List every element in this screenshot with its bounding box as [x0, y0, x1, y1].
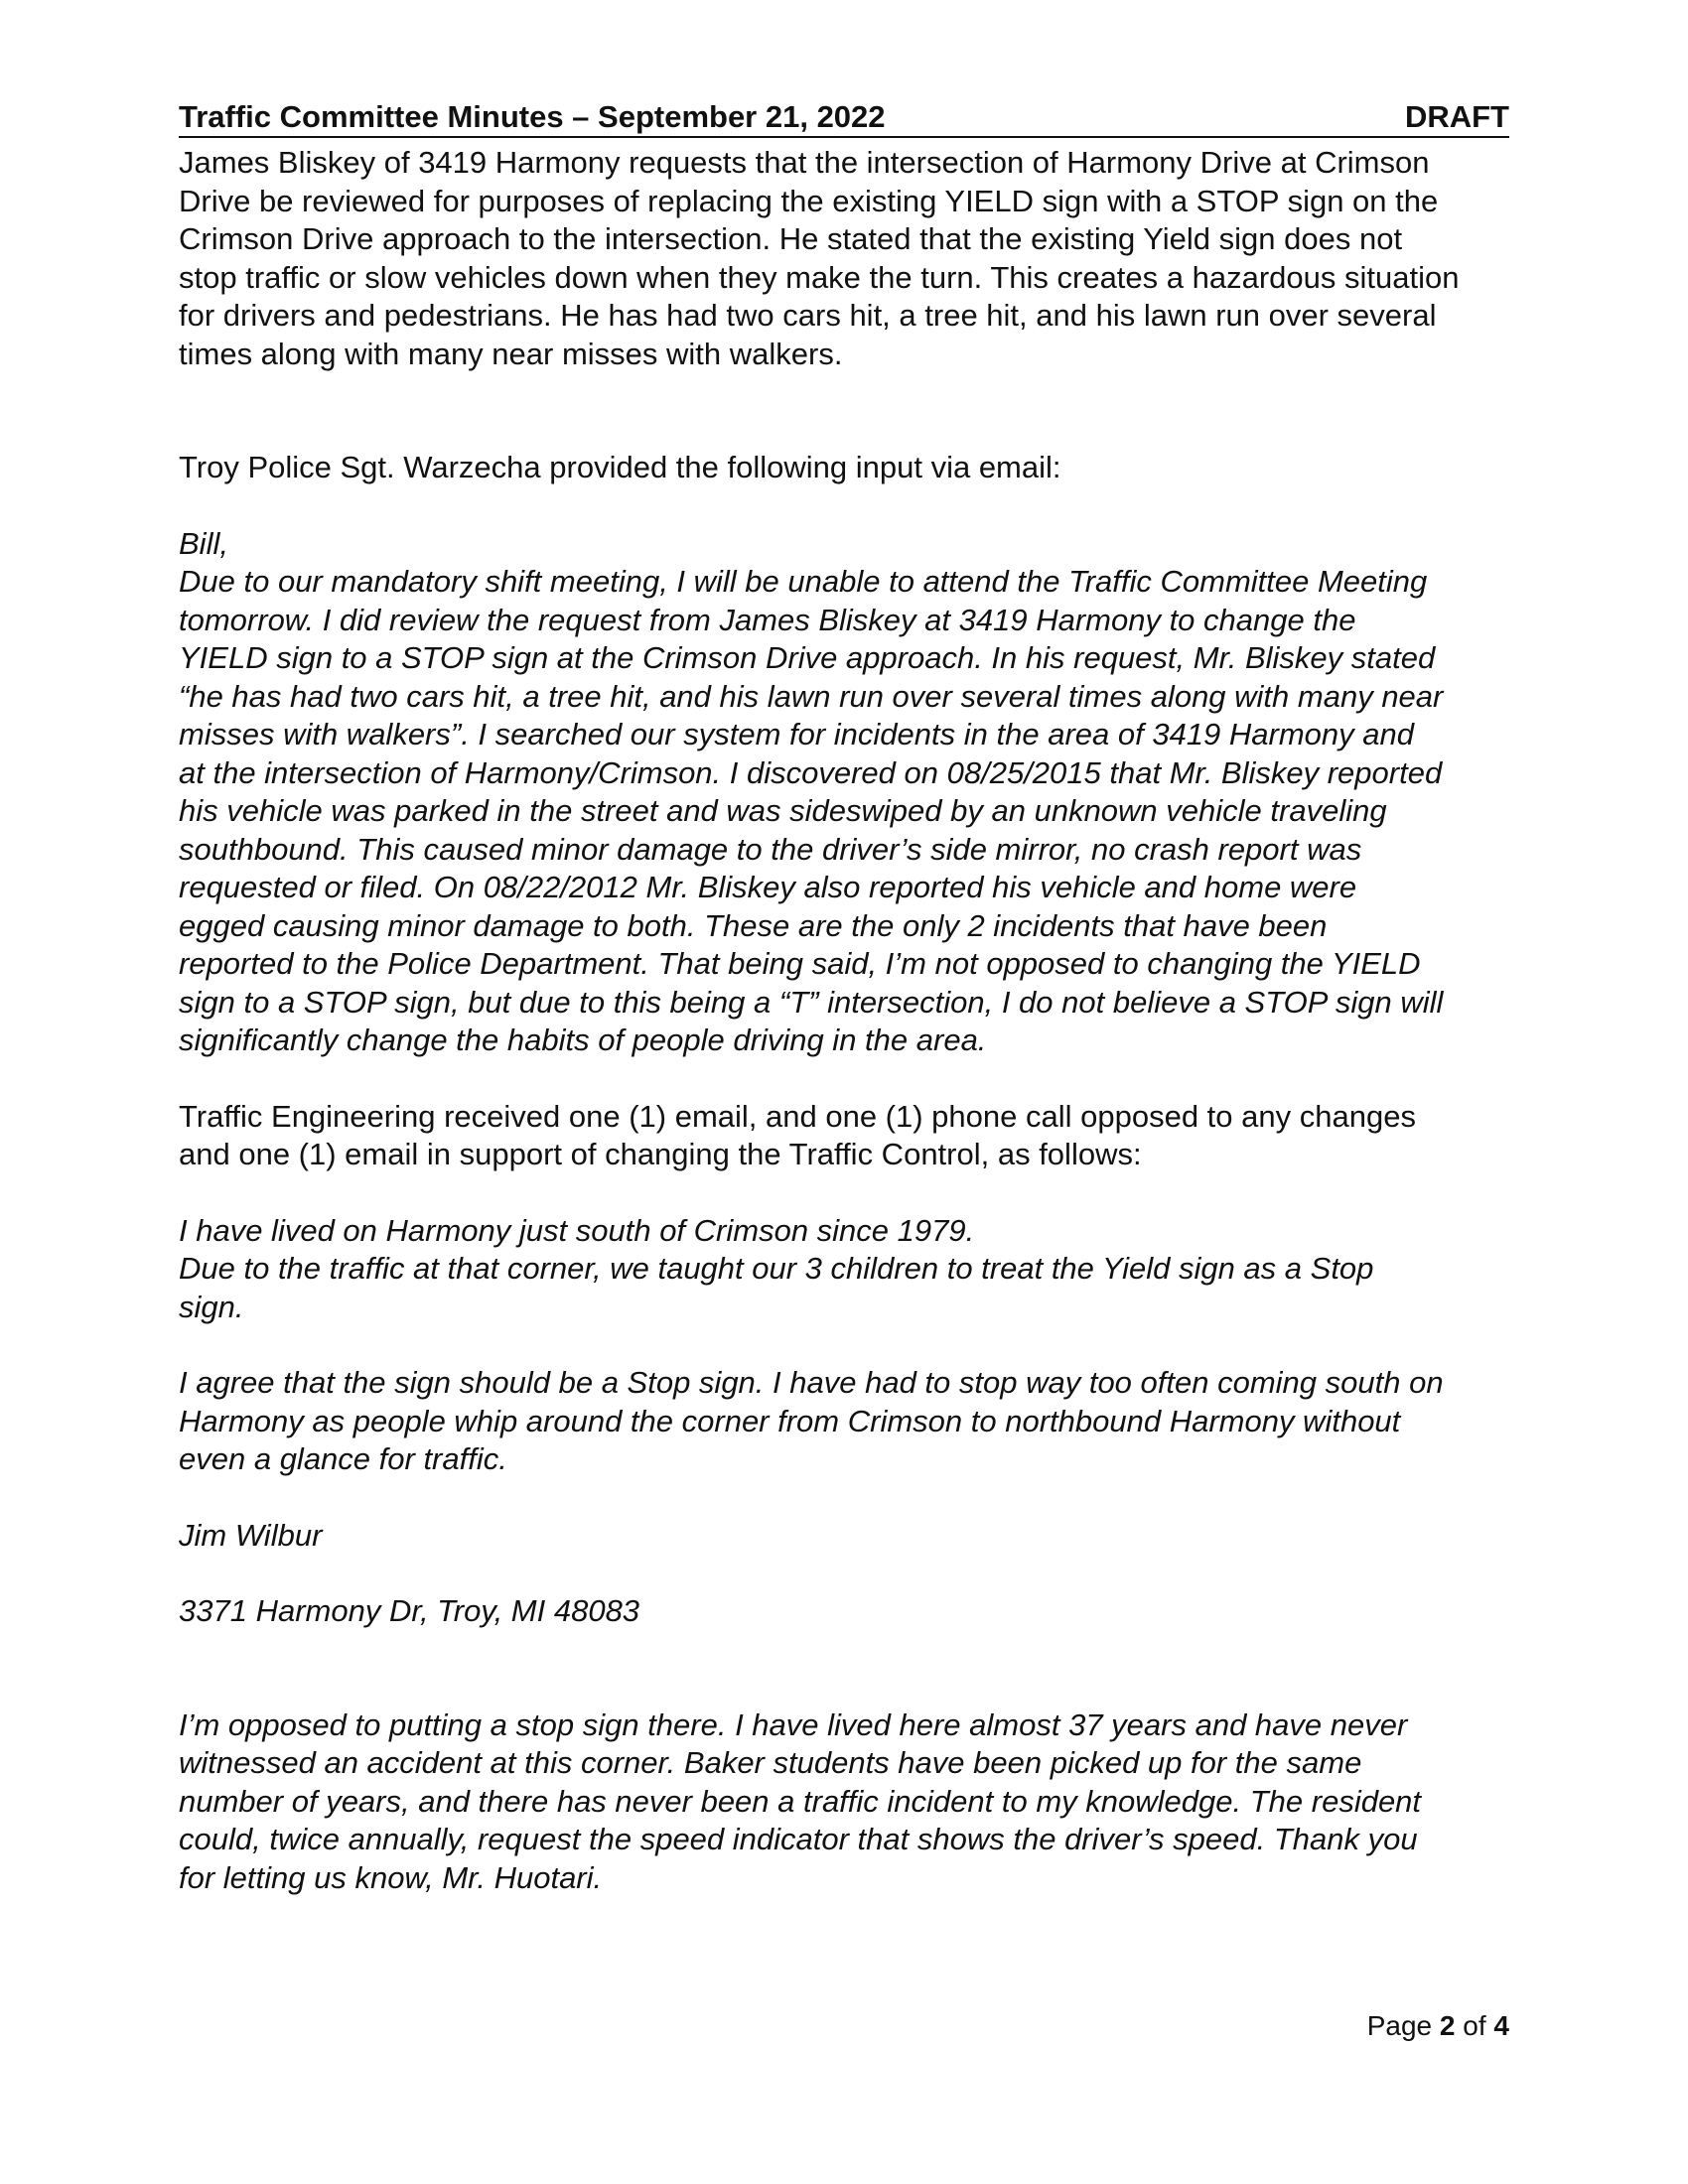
email-line: sign to a STOP sign, but due to this being a “T” intersection, I do not believe a STOP sign will — [179, 984, 1444, 1020]
paragraph-line: Crimson Drive approach to the intersection. He stated that the existing Yield sign does not — [179, 221, 1403, 256]
resident-address: 3371 Harmony Dr, Troy, MI 48083 — [179, 1593, 640, 1628]
email-line: Due to the traffic at that corner, we taught our 3 children to treat the Yield sign as a Stop — [179, 1251, 1374, 1286]
email-line: witnessed an accident at this corner. Baker students have been picked up for the same — [179, 1745, 1362, 1780]
request-paragraph — [179, 144, 1509, 373]
resident-name: Jim Wilbur — [179, 1517, 323, 1553]
email-line: egged causing minor damage to both. These are the only 2 incidents that have been — [179, 907, 1328, 943]
email-line: I agree that the sign should be a Stop sign. I have had to stop way too often coming south on — [179, 1365, 1444, 1400]
of-label: of — [1463, 2010, 1486, 2041]
email-line: significantly change the habits of people driving in the area. — [179, 1023, 987, 1057]
email-line: Harmony as people whip around the corner from Crimson to northbound Harmony without — [179, 1403, 1401, 1438]
paragraph-line: times along with many near misses with walkers. — [179, 336, 843, 371]
draft-label: DRAFT — [1404, 99, 1509, 134]
paragraph-line: stop traffic or slow vehicles down when they make the turn. This creates a hazardous situation — [179, 259, 1460, 295]
document-page — [179, 99, 1509, 1897]
paragraph-line: James Bliskey of 3419 Harmony requests that the intersection of Harmony Drive at Crimson — [179, 145, 1430, 180]
page-label: Page — [1366, 2010, 1433, 2041]
resident-email-support — [179, 1212, 1509, 1327]
email-line: requested or filed. On 08/22/2012 Mr. Bliskey also reported his vehicle and home were — [179, 870, 1357, 904]
page-total: 4 — [1493, 2010, 1509, 2041]
resident-email-opposed — [179, 1706, 1509, 1898]
email-line: reported to the Police Department. That being said, I’m not opposed to changing the YIELD — [179, 946, 1421, 981]
email-line: his vehicle was parked in the street and was sideswiped by an unknown vehicle traveling — [179, 793, 1387, 828]
email-line: tomorrow. I did review the request from James Bliskey at 3419 Harmony to change the — [179, 602, 1356, 637]
page-current: 2 — [1439, 2010, 1456, 2041]
police-intro: Troy Police Sgt. Warzecha provided the following input via email: — [179, 450, 1061, 484]
email-line: at the intersection of Harmony/Crimson. I discovered on 08/25/2015 that Mr. Bliskey reported — [179, 754, 1443, 790]
resident-email-support-cont — [179, 1364, 1509, 1479]
paragraph-line: Drive be reviewed for purposes of replacing the existing YIELD sign with a STOP sign on the — [179, 183, 1439, 218]
email-line: number of years, and there has never been a traffic incident to my knowledge. The resident — [179, 1783, 1422, 1819]
page-number — [1367, 2009, 1509, 2043]
engineering-paragraph — [179, 1098, 1509, 1174]
email-line: could, twice annually, request the speed indicator that shows the driver’s speed. Thank you — [179, 1822, 1418, 1856]
email-line: Bill, — [179, 525, 228, 561]
email-line: I have lived on Harmony just south of Crimson since 1979. — [179, 1212, 975, 1248]
email-line: for letting us know, Mr. Huotari. — [179, 1859, 603, 1895]
email-line: even a glance for traffic. — [179, 1441, 507, 1476]
document-header — [179, 99, 1509, 138]
email-line: Due to our mandatory shift meeting, I will be unable to attend the Traffic Committee Meeting — [179, 564, 1428, 599]
paragraph-line: for drivers and pedestrians. He has had two cars hit, a tree hit, and his lawn run over several — [179, 298, 1437, 333]
paragraph-line: and one (1) email in support of changing the Traffic Control, as follows: — [179, 1137, 1142, 1171]
email-line: I’m opposed to putting a stop sign there. I have lived here almost 37 years and have never — [179, 1706, 1408, 1742]
email-line: sign. — [179, 1289, 244, 1324]
email-line: YIELD sign to a STOP sign at the Crimson Drive approach. In his request, Mr. Bliskey stated — [179, 640, 1436, 675]
email-line: “he has had two cars hit, a tree hit, and his lawn run over several times along with many near — [179, 678, 1444, 714]
police-email — [179, 525, 1509, 1060]
document-title: Traffic Committee Minutes – September 21, 2022 — [179, 99, 886, 134]
paragraph-line: Traffic Engineering received one (1) email, and one (1) phone call opposed to any changes — [179, 1098, 1416, 1134]
email-line: misses with walkers”. I searched our system for incidents in the area of 3419 Harmony and — [179, 717, 1414, 751]
email-line: southbound. This caused minor damage to the driver’s side mirror, no crash report was — [179, 831, 1362, 867]
